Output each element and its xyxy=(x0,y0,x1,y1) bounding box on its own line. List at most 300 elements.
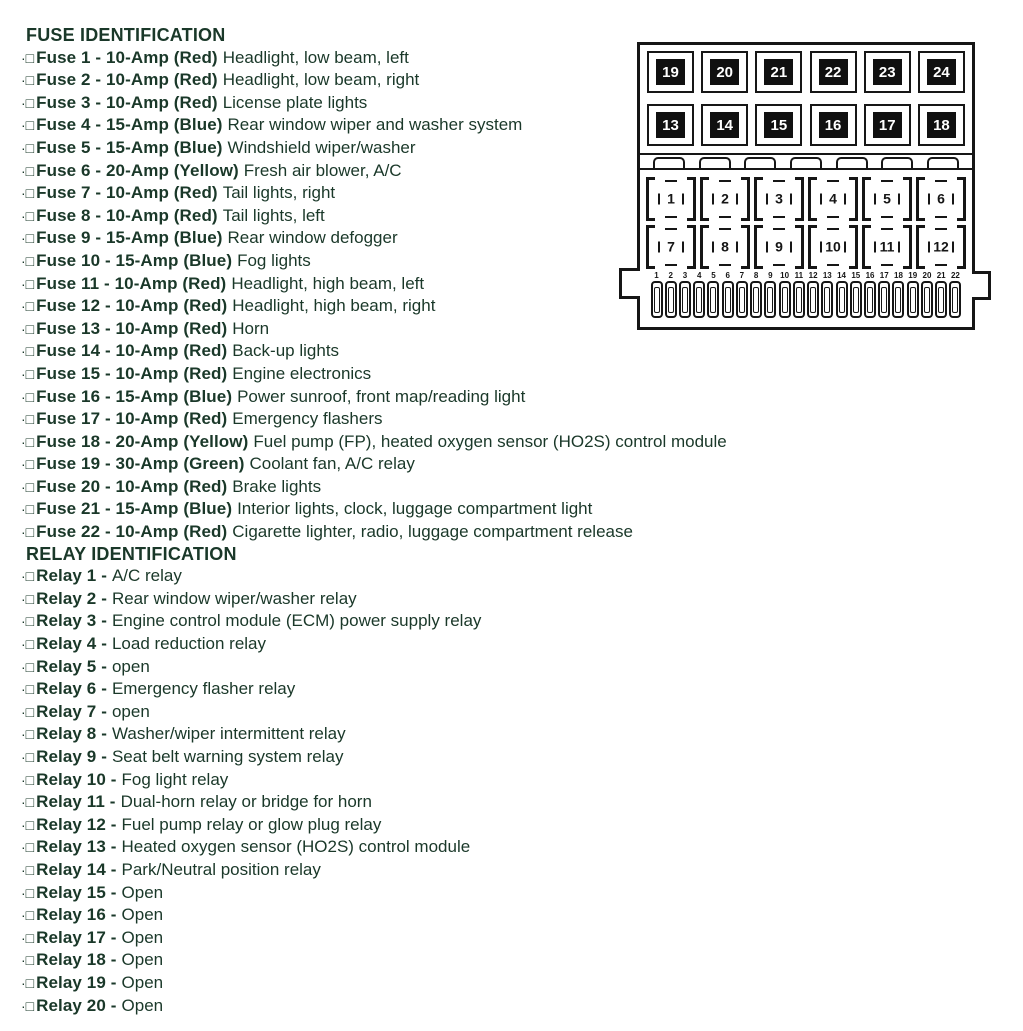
item-label: Fuse 8 - 10-Amp (Red) xyxy=(36,205,218,225)
fuse-slot-outline xyxy=(864,281,876,318)
list-item xyxy=(21,949,727,972)
list-item xyxy=(21,318,727,341)
socket-pin-top xyxy=(881,180,893,182)
bullet-checkbox-icon: ·□ xyxy=(21,929,35,946)
fuse-slot xyxy=(935,271,948,318)
socket-pin-top xyxy=(665,180,677,182)
fuse-section-title: FUSE IDENTIFICATION xyxy=(26,25,226,45)
socket-pin-right xyxy=(682,194,684,205)
fuse-slot-outline xyxy=(850,281,862,318)
item-label: Relay 14 - xyxy=(36,859,117,879)
fuse-slot-outline xyxy=(907,281,919,318)
connector-tab xyxy=(881,157,913,168)
fuse-slot xyxy=(764,271,777,318)
bullet-checkbox-icon: ·□ xyxy=(21,343,35,360)
item-label: Fuse 4 - 15-Amp (Blue) xyxy=(36,115,223,135)
relay-slot xyxy=(647,51,694,93)
bullet-checkbox-icon: ·□ xyxy=(21,726,35,743)
list-item xyxy=(21,137,727,160)
fuse-slot-element xyxy=(839,287,845,313)
connector-tab xyxy=(927,157,959,168)
relay-socket xyxy=(916,177,966,221)
fuse-slot-outline xyxy=(764,281,776,318)
relay-socket-number: 2 xyxy=(721,190,729,207)
item-label: Fuse 6 - 20-Amp (Yellow) xyxy=(36,160,239,180)
fuse-slot xyxy=(707,271,720,318)
bullet-checkbox-icon: ·□ xyxy=(21,433,35,450)
item-description: Cigarette lighter, radio, luggage compartment release xyxy=(232,522,633,542)
socket-pin-top xyxy=(665,228,677,230)
socket-pin-top xyxy=(881,228,893,230)
fuse-strip xyxy=(646,271,966,318)
list-item xyxy=(21,791,727,814)
bullet-checkbox-icon: ·□ xyxy=(21,613,35,630)
bullet-checkbox-icon: ·□ xyxy=(21,771,35,788)
relay-socket-number: 11 xyxy=(879,238,895,255)
relay-socket-number: 1 xyxy=(667,190,675,207)
fuse-position-number: 3 xyxy=(682,271,688,280)
item-label: Relay 17 - xyxy=(36,927,117,947)
fuse-slot-element xyxy=(867,287,873,313)
item-label: Relay 19 - xyxy=(36,972,117,992)
socket-pin-right xyxy=(682,242,684,253)
socket-pin-left xyxy=(928,194,930,205)
item-label: Fuse 9 - 15-Amp (Blue) xyxy=(36,228,223,248)
fuse-slot-outline xyxy=(779,281,791,318)
socket-right-bracket xyxy=(741,177,750,221)
fuse-position-number: 15 xyxy=(851,271,861,280)
item-description: Seat belt warning system relay xyxy=(111,747,344,766)
item-label: Fuse 3 - 10-Amp (Red) xyxy=(36,92,218,112)
socket-left-bracket xyxy=(916,225,925,269)
list-item xyxy=(21,205,727,228)
socket-pin-top xyxy=(719,228,731,230)
relay-slot xyxy=(918,104,965,146)
relay-socket-row-1 xyxy=(646,177,966,221)
list-item xyxy=(21,431,727,454)
item-label: Fuse 16 - 15-Amp (Blue) xyxy=(36,386,233,406)
bullet-checkbox-icon: ·□ xyxy=(21,456,35,473)
relay-slot-number: 24 xyxy=(927,59,956,85)
relay-box-bottom-row xyxy=(640,104,972,146)
socket-pin-left xyxy=(766,242,768,253)
fuse-slot-outline xyxy=(892,281,904,318)
relay-slot-number: 16 xyxy=(819,112,848,138)
fuse-panel-diagram xyxy=(637,42,975,330)
bullet-checkbox-icon: ·□ xyxy=(21,749,35,765)
list-item xyxy=(21,386,727,409)
fuse-position-number: 13 xyxy=(822,271,832,280)
fuse-slot-element xyxy=(767,287,773,313)
socket-pin-top xyxy=(773,180,785,182)
fuse-slot-outline xyxy=(707,281,719,318)
item-label: Relay 20 - xyxy=(36,995,117,1015)
relay-socket-number: 8 xyxy=(721,238,729,255)
item-description: open xyxy=(111,701,150,721)
socket-right-bracket xyxy=(741,225,750,269)
bullet-checkbox-icon: ·□ xyxy=(21,185,35,202)
socket-right-bracket xyxy=(903,177,912,221)
fuse-slot xyxy=(835,271,848,318)
fuse-position-number: 22 xyxy=(950,271,960,280)
fuse-slot-element xyxy=(810,287,816,313)
fuse-slot-outline xyxy=(878,281,890,318)
relay-section-title: RELAY IDENTIFICATION xyxy=(26,543,237,564)
socket-pin-bottom xyxy=(935,216,947,218)
item-description: Fuel pump (FP), heated oxygen sensor (HO2S) control module xyxy=(253,431,727,451)
connector-tab xyxy=(653,157,685,168)
item-description: Windshield wiper/washer xyxy=(227,137,416,157)
connector-tab xyxy=(699,157,731,168)
bullet-checkbox-icon: ·□ xyxy=(21,411,35,428)
socket-pin-left xyxy=(766,194,768,205)
fuse-position-number: 4 xyxy=(696,271,702,280)
socket-pin-top xyxy=(935,228,947,230)
bullet-checkbox-icon: ·□ xyxy=(21,974,35,991)
item-description: Interior lights, clock, luggage compartment light xyxy=(237,499,593,519)
socket-left-bracket xyxy=(700,177,709,221)
socket-pin-left xyxy=(658,242,660,253)
item-description: Open xyxy=(121,950,164,970)
fuse-slot-outline xyxy=(921,281,933,318)
relay-slot xyxy=(755,104,802,146)
fuse-slot xyxy=(778,271,791,318)
socket-pin-bottom xyxy=(881,216,893,218)
fuse-position-number: 8 xyxy=(753,271,759,280)
socket-right-bracket xyxy=(795,177,804,221)
bullet-checkbox-icon: ·□ xyxy=(21,298,35,315)
fuse-slot xyxy=(821,271,834,318)
relay-slot xyxy=(810,104,857,146)
bullet-checkbox-icon: ·□ xyxy=(21,252,35,269)
list-item xyxy=(21,160,727,183)
socket-pin-right xyxy=(898,194,900,205)
relay-slot-number: 17 xyxy=(873,112,902,138)
item-label: Relay 4 - xyxy=(36,634,107,654)
fuse-position-number: 7 xyxy=(739,271,745,280)
bullet-checkbox-icon: ·□ xyxy=(21,907,35,924)
socket-left-bracket xyxy=(646,177,655,221)
fuse-slot-outline xyxy=(821,281,833,318)
fuse-slot-element xyxy=(725,287,731,313)
bullet-checkbox-icon: ·□ xyxy=(21,275,35,292)
fuse-position-number: 6 xyxy=(725,271,730,280)
connector-tab xyxy=(744,157,776,168)
panel-left-tab xyxy=(619,268,640,299)
relay-socket xyxy=(646,177,696,221)
list-item xyxy=(21,498,727,521)
socket-pin-bottom xyxy=(827,264,839,266)
item-label: Fuse 5 - 15-Amp (Blue) xyxy=(36,137,223,157)
list-item xyxy=(21,769,727,792)
item-description: Headlight, low beam, left xyxy=(222,47,409,67)
item-label: Fuse 19 - 30-Amp (Green) xyxy=(36,454,245,474)
item-label: Relay 11 - xyxy=(36,792,116,812)
bullet-checkbox-icon: ·□ xyxy=(21,952,35,969)
socket-right-bracket xyxy=(957,225,966,269)
list-item xyxy=(21,340,727,363)
relay-slot-number: 19 xyxy=(656,59,685,85)
item-label: Fuse 17 - 10-Amp (Red) xyxy=(36,409,228,429)
relay-socket-number: 3 xyxy=(775,190,783,207)
socket-pin-left xyxy=(820,242,822,253)
list-item xyxy=(21,972,727,995)
socket-pin-right xyxy=(790,194,792,205)
relay-slot xyxy=(864,51,911,93)
item-label: Fuse 15 - 10-Amp (Red) xyxy=(36,363,228,383)
relay-slot xyxy=(701,51,748,93)
socket-pin-bottom xyxy=(719,216,731,218)
item-label: Relay 16 - xyxy=(36,905,117,925)
relay-slot-number: 18 xyxy=(927,112,956,138)
socket-pin-left xyxy=(874,194,876,205)
socket-pin-right xyxy=(898,242,900,253)
bullet-checkbox-icon: ·□ xyxy=(21,816,35,833)
item-description: Park/Neutral position relay xyxy=(121,859,321,879)
fuse-slot-element xyxy=(853,287,859,313)
relay-socket-number: 12 xyxy=(933,238,949,255)
socket-right-bracket xyxy=(849,225,858,269)
relay-socket-area xyxy=(640,170,972,318)
fuse-slot xyxy=(721,271,734,318)
fuse-slot-element xyxy=(739,287,745,313)
bullet-checkbox-icon: ·□ xyxy=(21,139,35,156)
item-label: Relay 8 - xyxy=(36,724,107,744)
fuse-slot-element xyxy=(753,287,759,313)
fuse-slot-element xyxy=(924,287,930,313)
item-description: Open xyxy=(121,972,164,992)
item-label: Relay 3 - xyxy=(36,611,107,631)
relay-slot-number: 23 xyxy=(873,59,902,85)
fuse-slot-element xyxy=(796,287,802,313)
fuse-position-number: 10 xyxy=(780,271,790,280)
fuse-slot-element xyxy=(668,287,674,313)
list-item xyxy=(21,859,727,882)
socket-left-bracket xyxy=(646,225,655,269)
bullet-checkbox-icon: ·□ xyxy=(21,861,35,878)
item-label: Fuse 14 - 10-Amp (Red) xyxy=(36,341,228,361)
item-description: Open xyxy=(121,882,164,902)
bullet-checkbox-icon: ·□ xyxy=(21,388,35,405)
bullet-checkbox-icon: ·□ xyxy=(21,839,35,856)
item-label: Fuse 13 - 10-Amp (Red) xyxy=(36,318,228,338)
item-description: Rear window wiper/washer relay xyxy=(111,588,357,608)
list-item xyxy=(21,114,727,137)
bullet-checkbox-icon: ·□ xyxy=(21,884,35,901)
fuse-position-number: 21 xyxy=(936,271,946,280)
socket-right-bracket xyxy=(687,177,696,221)
fuse-slot-outline xyxy=(736,281,748,318)
bullet-checkbox-icon: ·□ xyxy=(21,997,35,1014)
relay-socket xyxy=(808,225,858,269)
list-item xyxy=(21,678,727,701)
socket-pin-bottom xyxy=(773,216,785,218)
fuse-slot-element xyxy=(682,287,688,313)
item-description: Open xyxy=(121,995,164,1015)
bullet-checkbox-icon: ·□ xyxy=(21,568,35,585)
item-description: Load reduction relay xyxy=(111,634,266,654)
list-item xyxy=(21,904,727,927)
relay-slot xyxy=(864,104,911,146)
item-description: Tail lights, right xyxy=(222,183,336,203)
socket-pin-right xyxy=(844,194,846,205)
list-item xyxy=(21,588,727,611)
item-description: Headlight, high beam, right xyxy=(232,296,436,316)
item-description: Tail lights, left xyxy=(222,205,325,225)
fuse-slot-outline xyxy=(949,281,961,318)
fuse-slot-element xyxy=(824,287,830,313)
fuse-position-number: 20 xyxy=(922,271,932,280)
socket-right-bracket xyxy=(795,225,804,269)
item-description: Fog lights xyxy=(237,250,311,270)
identification-lists xyxy=(21,25,730,1017)
item-description: Heated oxygen sensor (HO2S) control module xyxy=(121,837,471,857)
list-item xyxy=(21,656,727,679)
item-label: Fuse 18 - 20-Amp (Yellow) xyxy=(36,431,249,451)
bullet-checkbox-icon: ·□ xyxy=(21,230,35,247)
fuse-slot-element xyxy=(782,287,788,313)
item-label: Relay 5 - xyxy=(36,656,107,676)
fuse-slot-outline xyxy=(836,281,848,318)
connector-tab xyxy=(790,157,822,168)
relay-list xyxy=(21,565,727,1017)
list-item xyxy=(21,92,727,115)
list-item xyxy=(21,701,727,724)
fuse-slot-outline xyxy=(935,281,947,318)
list-item xyxy=(21,476,727,499)
fuse-slot-element xyxy=(654,287,660,313)
socket-pin-bottom xyxy=(935,264,947,266)
relay-socket-number: 7 xyxy=(667,238,675,255)
fuse-slot-element xyxy=(881,287,887,313)
relay-box-top-row xyxy=(640,51,972,93)
relay-socket-number: 6 xyxy=(937,190,945,207)
socket-pin-left xyxy=(712,242,714,253)
relay-slot-number: 15 xyxy=(764,112,793,138)
item-label: Relay 6 - xyxy=(36,679,107,699)
item-description: open xyxy=(111,656,150,676)
list-item xyxy=(21,746,727,769)
fuse-slot xyxy=(735,271,748,318)
bullet-checkbox-icon: ·□ xyxy=(21,162,35,179)
fuse-slot xyxy=(906,271,919,318)
socket-pin-top xyxy=(719,180,731,182)
relay-socket-number: 9 xyxy=(775,238,783,255)
bullet-checkbox-icon: ·□ xyxy=(21,320,35,337)
item-label: Relay 7 - xyxy=(36,701,107,721)
socket-right-bracket xyxy=(687,225,696,269)
item-description: Fog light relay xyxy=(121,769,229,789)
socket-left-bracket xyxy=(862,177,871,221)
bullet-checkbox-icon: ·□ xyxy=(21,365,35,382)
socket-pin-top xyxy=(773,228,785,230)
item-label: Fuse 1 - 10-Amp (Red) xyxy=(36,47,218,67)
fuse-slot-outline xyxy=(679,281,691,318)
item-description: Emergency flashers xyxy=(232,409,383,429)
relay-slot-number: 20 xyxy=(710,59,739,85)
fuse-slot-element xyxy=(696,287,702,313)
item-label: Relay 1 - xyxy=(36,566,107,586)
fuse-slot xyxy=(664,271,677,318)
list-item xyxy=(21,610,727,633)
fuse-position-number: 17 xyxy=(879,271,889,280)
relay-socket-number: 10 xyxy=(825,238,841,255)
fuse-slot xyxy=(792,271,805,318)
bullet-checkbox-icon: ·□ xyxy=(21,703,35,720)
list-item xyxy=(21,521,727,544)
bullet-checkbox-icon: ·□ xyxy=(21,207,35,224)
relay-socket xyxy=(754,177,804,221)
item-label: Relay 12 - xyxy=(36,814,117,834)
bullet-checkbox-icon: ·□ xyxy=(21,72,35,89)
socket-pin-right xyxy=(952,242,954,253)
socket-right-bracket xyxy=(957,177,966,221)
fuse-slot xyxy=(693,271,706,318)
fuse-slot xyxy=(750,271,763,318)
connector-tab xyxy=(836,157,868,168)
fuse-position-number: 18 xyxy=(894,271,903,280)
socket-pin-right xyxy=(736,194,738,205)
item-label: Fuse 10 - 15-Amp (Blue) xyxy=(36,250,233,270)
bullet-checkbox-icon: ·□ xyxy=(21,794,35,811)
socket-pin-left xyxy=(658,194,660,205)
fuse-slot xyxy=(807,271,820,318)
item-description: Washer/wiper intermittent relay xyxy=(111,724,346,744)
relay-socket-number: 4 xyxy=(829,190,837,207)
fuse-position-number: 2 xyxy=(668,271,673,280)
fuse-slot-element xyxy=(938,287,944,313)
socket-pin-right xyxy=(844,242,846,253)
fuse-slot xyxy=(892,271,905,318)
item-label: Fuse 7 - 10-Amp (Red) xyxy=(36,183,218,203)
socket-pin-bottom xyxy=(881,264,893,266)
item-label: Relay 2 - xyxy=(36,588,107,608)
item-description: Coolant fan, A/C relay xyxy=(249,454,415,474)
socket-left-bracket xyxy=(808,177,817,221)
fuse-slot-outline xyxy=(665,281,677,318)
socket-pin-top xyxy=(827,180,839,182)
list-item xyxy=(21,453,727,476)
socket-pin-left xyxy=(874,242,876,253)
connector-strip xyxy=(640,153,972,170)
fuse-slot-element xyxy=(910,287,916,313)
socket-left-bracket xyxy=(862,225,871,269)
relay-socket xyxy=(700,225,750,269)
item-label: Relay 9 - xyxy=(36,747,107,766)
relay-slot xyxy=(755,51,802,93)
item-label: Fuse 12 - 10-Amp (Red) xyxy=(36,296,228,316)
relay-socket xyxy=(862,177,912,221)
socket-left-bracket xyxy=(916,177,925,221)
item-label: Relay 18 - xyxy=(36,950,117,970)
item-label: Fuse 2 - 10-Amp (Red) xyxy=(36,70,218,90)
socket-left-bracket xyxy=(754,225,763,269)
socket-pin-bottom xyxy=(665,216,677,218)
bullet-checkbox-icon: ·□ xyxy=(21,524,35,541)
item-description: Open xyxy=(121,927,164,947)
fuse-slot xyxy=(678,271,691,318)
relay-socket xyxy=(916,225,966,269)
bullet-checkbox-icon: ·□ xyxy=(21,681,35,698)
relay-slot-number: 22 xyxy=(819,59,848,85)
socket-left-bracket xyxy=(808,225,817,269)
bullet-checkbox-icon: ·□ xyxy=(21,49,35,66)
socket-left-bracket xyxy=(754,177,763,221)
relay-slot xyxy=(918,51,965,93)
socket-pin-right xyxy=(790,242,792,253)
socket-right-bracket xyxy=(903,225,912,269)
socket-pin-top xyxy=(935,180,947,182)
